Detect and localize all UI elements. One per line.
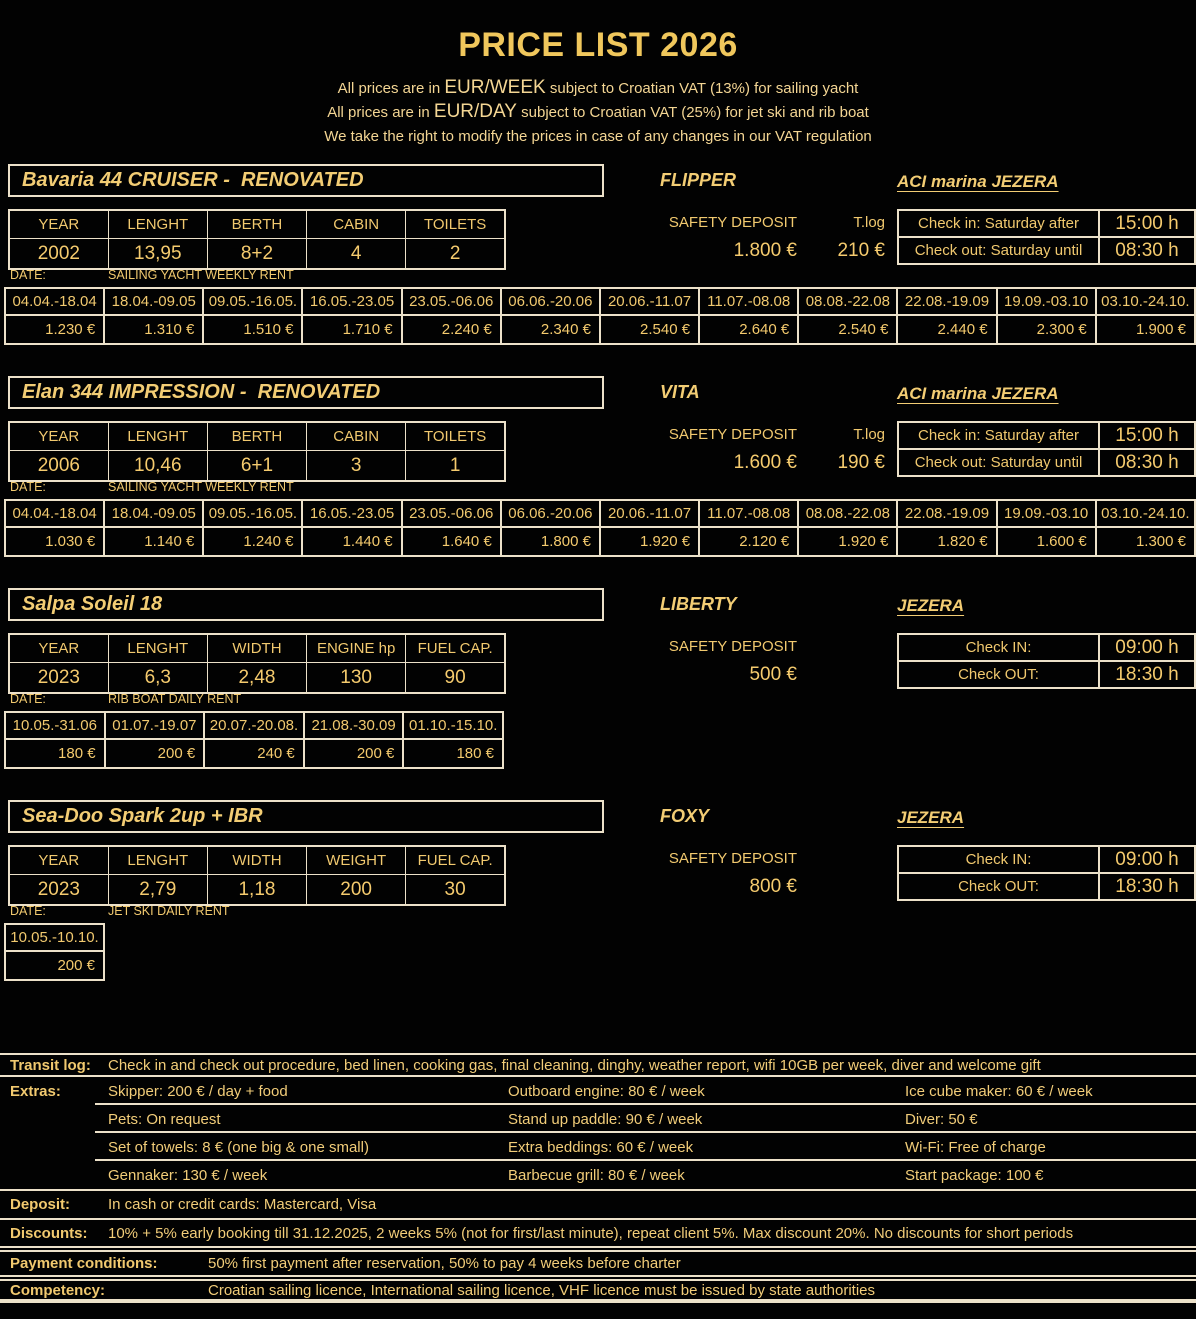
conditions-footer — [0, 1053, 1196, 1303]
spec-value-cell: 6+1 — [207, 451, 306, 482]
spec-value-cell: 2023 — [9, 663, 108, 694]
price-date-cell: 22.08.-19.09 — [897, 500, 996, 527]
price-value-cell: 240 € — [204, 739, 304, 768]
date-label: DATE: — [10, 904, 46, 918]
price-date-cell: 21.08.-30.09 — [304, 712, 404, 739]
price-values-row — [5, 739, 503, 768]
price-value-cell: 2.300 € — [997, 315, 1096, 344]
price-date-cell: 18.04.-09.05 — [104, 288, 203, 315]
price-value-cell: 1.240 € — [203, 527, 302, 556]
price-value-cell: 2.240 € — [402, 315, 501, 344]
transit-log-row — [0, 1053, 1196, 1077]
spec-header-row — [9, 846, 505, 875]
price-value-cell: 1.920 € — [600, 527, 699, 556]
check-in-out-table — [897, 633, 1196, 689]
price-value-cell: 2.120 € — [699, 527, 798, 556]
check-in-label: Check IN: — [898, 846, 1099, 873]
check-out-time: 08:30 h — [1099, 449, 1195, 476]
boat-section-bavaria — [0, 164, 1196, 346]
extras-row-2 — [0, 1105, 1196, 1133]
price-date-cell: 11.07.-08.08 — [699, 288, 798, 315]
price-date-cell: 16.05.-23.05 — [302, 288, 401, 315]
discounts-text: 10% + 5% early booking till 31.12.2025, 2 weeks 5% (not for first/last minute), repeat client 5%. Max discount 20%. No discounts for short periods — [108, 1224, 1074, 1242]
subtitle-week: All prices are in EUR/WEEK subject to Croatian VAT (13%) for sailing yacht — [337, 77, 859, 98]
spec-header-cell: FUEL CAP. — [406, 846, 505, 875]
spec-header-cell: CABIN — [307, 422, 406, 451]
extra-item: Set of towels: 8 € (one big & one small) — [108, 1138, 369, 1156]
price-date-cell: 09.05.-16.05. — [203, 288, 302, 315]
boat-nickname: VITA — [660, 382, 700, 402]
check-in-row — [898, 846, 1195, 873]
check-out-time: 08:30 h — [1099, 237, 1195, 264]
price-value-cell: 1.300 € — [1096, 527, 1195, 556]
extras-row-3 — [0, 1133, 1196, 1161]
transit-log-label: Transit log: — [10, 1056, 91, 1074]
deposit-row — [0, 1189, 1196, 1218]
bottom-divider — [0, 1299, 1196, 1303]
competency-row — [0, 1275, 1196, 1299]
spec-header-cell: ENGINE hp — [307, 634, 406, 663]
competency-text: Croatian sailing licence, International sailing licence, VHF licence must be issued by state authorities — [208, 1281, 876, 1299]
spec-value-cell: 200 — [307, 875, 406, 906]
extras-row-1 — [0, 1077, 1196, 1105]
transit-log-text: Check in and check out procedure, bed linen, cooking gas, final cleaning, dinghy, weather report, wifi 10GB per week, diver and welcome gift — [108, 1056, 1041, 1074]
check-out-row — [898, 661, 1195, 688]
subtitle-day: All prices are in EUR/DAY subject to Croatian VAT (25%) for jet ski and rib boat — [327, 101, 869, 122]
tlog-value: 210 € — [837, 240, 885, 261]
check-out-label: Check out: Saturday until — [898, 237, 1099, 264]
check-out-row — [898, 237, 1195, 264]
price-value-cell: 2.440 € — [897, 315, 996, 344]
check-out-time: 18:30 h — [1099, 873, 1195, 900]
spec-value-cell: 1 — [406, 451, 505, 482]
check-out-label: Check OUT: — [898, 661, 1099, 688]
spec-value-cell: 8+2 — [207, 239, 306, 270]
price-dates-row — [5, 924, 104, 951]
price-date-cell: 18.04.-09.05 — [104, 500, 203, 527]
price-value-cell: 1.600 € — [997, 527, 1096, 556]
check-in-out-table — [897, 209, 1196, 265]
extra-item: Barbecue grill: 80 € / week — [508, 1166, 685, 1184]
safety-deposit-label: SAFETY DEPOSIT — [668, 426, 797, 443]
safety-deposit-label: SAFETY DEPOSIT — [668, 214, 797, 231]
price-date-cell: 19.09.-03.10 — [997, 500, 1096, 527]
check-in-time: 09:00 h — [1099, 846, 1195, 873]
check-out-label: Check out: Saturday until — [898, 449, 1099, 476]
spec-header-cell: WIDTH — [207, 846, 306, 875]
discounts-label: Discounts: — [10, 1224, 88, 1242]
price-date-cell: 19.09.-03.10 — [997, 288, 1096, 315]
price-date-cell: 03.10.-24.10. — [1096, 288, 1195, 315]
payment-conditions-label: Payment conditions: — [10, 1255, 158, 1272]
check-out-time: 18:30 h — [1099, 661, 1195, 688]
extra-item: Ice cube maker: 60 € / week — [905, 1082, 1093, 1100]
page-title: PRICE LIST 2026 — [458, 26, 738, 64]
discounts-row — [0, 1218, 1196, 1246]
extra-item: Gennaker: 130 € / week — [108, 1166, 268, 1184]
spec-table — [8, 633, 506, 694]
check-in-time: 15:00 h — [1099, 422, 1195, 449]
price-date-cell: 04.04.-18.04 — [5, 500, 104, 527]
spec-value-cell: 3 — [307, 451, 406, 482]
price-date-cell: 04.04.-18.04 — [5, 288, 104, 315]
price-date-cell: 20.06.-11.07 — [600, 500, 699, 527]
check-in-row — [898, 210, 1195, 237]
spec-value-cell: 4 — [307, 239, 406, 270]
payment-conditions-row — [0, 1246, 1196, 1275]
boat-title-box — [8, 164, 604, 197]
extra-item: Pets: On request — [108, 1110, 221, 1128]
safety-deposit-value: 1.600 € — [733, 452, 797, 473]
price-date-cell: 01.10.-15.10. — [403, 712, 503, 739]
boat-nickname: FOXY — [660, 806, 710, 826]
check-out-row — [898, 449, 1195, 476]
spec-value-cell: 130 — [307, 663, 406, 694]
extra-item: Diver: 50 € — [905, 1110, 978, 1128]
spec-header-cell: LENGHT — [108, 634, 207, 663]
price-dates-row — [5, 500, 1195, 527]
spec-value-row — [9, 239, 505, 270]
price-date-cell: 10.05.-31.06 — [5, 712, 105, 739]
spec-header-cell: LENGHT — [108, 210, 207, 239]
spec-header-cell: YEAR — [9, 846, 108, 875]
price-date-cell: 20.06.-11.07 — [600, 288, 699, 315]
safety-deposit-value: 500 € — [749, 664, 797, 685]
extras-row-4 — [0, 1161, 1196, 1189]
price-value-cell: 1.640 € — [402, 527, 501, 556]
spec-value-cell: 2 — [406, 239, 505, 270]
spec-header-row — [9, 210, 505, 239]
price-value-cell: 200 € — [304, 739, 404, 768]
deposit-label: Deposit: — [10, 1196, 70, 1213]
date-label: DATE: — [10, 480, 46, 494]
price-value-cell: 1.230 € — [5, 315, 104, 344]
spec-header-cell: BERTH — [207, 422, 306, 451]
spec-header-cell: YEAR — [9, 422, 108, 451]
price-value-cell: 1.440 € — [302, 527, 401, 556]
spec-value-cell: 2002 — [9, 239, 108, 270]
boat-title: Elan 344 IMPRESSION - RENOVATED — [22, 381, 381, 403]
extra-item: Wi-Fi: Free of charge — [905, 1138, 1046, 1156]
safety-deposit-value: 1.800 € — [733, 240, 797, 261]
spec-value-cell: 1,18 — [207, 875, 306, 906]
spec-value-cell: 2023 — [9, 875, 108, 906]
spec-header-cell: FUEL CAP. — [406, 634, 505, 663]
spec-value-row — [9, 663, 505, 694]
rent-type-label: JET SKI DAILY RENT — [108, 904, 230, 918]
check-in-row — [898, 422, 1195, 449]
check-in-out-table — [897, 845, 1196, 901]
check-in-time: 15:00 h — [1099, 210, 1195, 237]
spec-value-cell: 2,79 — [108, 875, 207, 906]
spec-header-cell: TOILETS — [406, 422, 505, 451]
boat-title: Salpa Soleil 18 — [22, 593, 163, 615]
extra-item: Start package: 100 € — [905, 1166, 1044, 1184]
price-value-cell: 180 € — [403, 739, 503, 768]
price-values-row — [5, 527, 1195, 556]
marina-name: JEZERA — [897, 808, 965, 827]
spec-value-row — [9, 451, 505, 482]
rent-type-label: SAILING YACHT WEEKLY RENT — [108, 480, 294, 494]
price-value-cell: 1.710 € — [302, 315, 401, 344]
boat-title-box — [8, 800, 604, 833]
tlog-label: T.log — [853, 214, 885, 231]
price-value-cell: 180 € — [5, 739, 105, 768]
extra-item: Outboard engine: 80 € / week — [508, 1082, 705, 1100]
price-value-cell: 1.800 € — [501, 527, 600, 556]
price-value-cell: 1.310 € — [104, 315, 203, 344]
price-table — [4, 711, 504, 769]
price-date-cell: 09.05.-16.05. — [203, 500, 302, 527]
spec-table — [8, 209, 506, 270]
boat-title-box — [8, 376, 604, 409]
price-date-cell: 16.05.-23.05 — [302, 500, 401, 527]
boat-nickname: LIBERTY — [660, 594, 737, 614]
spec-header-cell: LENGHT — [108, 846, 207, 875]
marina-name: JEZERA — [897, 596, 965, 615]
rent-type-label: RIB BOAT DAILY RENT — [108, 692, 242, 706]
check-in-time: 09:00 h — [1099, 634, 1195, 661]
spec-header-row — [9, 422, 505, 451]
check-in-row — [898, 634, 1195, 661]
price-date-cell: 08.08.-22.08 — [798, 288, 897, 315]
marina-name: ACI marina JEZERA — [897, 172, 1059, 191]
price-value-cell: 2.540 € — [798, 315, 897, 344]
boat-section-salpa — [0, 588, 1196, 770]
price-date-cell: 06.06.-20.06 — [501, 288, 600, 315]
price-date-cell: 06.06.-20.06 — [501, 500, 600, 527]
check-in-label: Check in: Saturday after — [898, 422, 1099, 449]
price-value-cell: 2.340 € — [501, 315, 600, 344]
price-date-cell: 20.07.-20.08. — [204, 712, 304, 739]
rent-type-label: SAILING YACHT WEEKLY RENT — [108, 268, 294, 282]
spec-value-cell: 13,95 — [108, 239, 207, 270]
boat-section-seadoo — [0, 800, 1196, 982]
check-in-label: Check IN: — [898, 634, 1099, 661]
price-date-cell: 11.07.-08.08 — [699, 500, 798, 527]
price-value-cell: 2.540 € — [600, 315, 699, 344]
spec-value-cell: 10,46 — [108, 451, 207, 482]
spec-table — [8, 845, 506, 906]
safety-deposit-label: SAFETY DEPOSIT — [668, 638, 797, 655]
boat-section-elan — [0, 376, 1196, 558]
price-value-cell: 1.900 € — [1096, 315, 1195, 344]
tlog-value: 190 € — [837, 452, 885, 473]
spec-value-cell: 6,3 — [108, 663, 207, 694]
price-table — [4, 499, 1196, 557]
extra-item: Stand up paddle: 90 € / week — [508, 1110, 703, 1128]
price-value-cell: 1.030 € — [5, 527, 104, 556]
price-dates-row — [5, 712, 503, 739]
spec-header-cell: BERTH — [207, 210, 306, 239]
spec-header-row — [9, 634, 505, 663]
check-in-out-table — [897, 421, 1196, 477]
price-value-cell: 1.820 € — [897, 527, 996, 556]
price-date-cell: 03.10.-24.10. — [1096, 500, 1195, 527]
safety-deposit-value: 800 € — [749, 876, 797, 897]
tlog-label: T.log — [853, 426, 885, 443]
spec-header-cell: TOILETS — [406, 210, 505, 239]
deposit-text: In cash or credit cards: Mastercard, Visa — [108, 1196, 377, 1213]
extra-item: Skipper: 200 € / day + food — [108, 1082, 288, 1100]
spec-header-cell: LENGHT — [108, 422, 207, 451]
competency-label: Competency: — [10, 1281, 106, 1299]
boat-title-box — [8, 588, 604, 621]
spec-header-cell: WEIGHT — [307, 846, 406, 875]
spec-value-row — [9, 875, 505, 906]
price-date-cell: 22.08.-19.09 — [897, 288, 996, 315]
price-date-cell: 08.08.-22.08 — [798, 500, 897, 527]
subtitle-vat-note: We take the right to modify the prices in case of any changes in our VAT regulation — [324, 128, 872, 145]
price-date-cell: 01.07.-19.07 — [105, 712, 205, 739]
price-date-cell: 23.05.-06.06 — [402, 288, 501, 315]
spec-header-cell: WIDTH — [207, 634, 306, 663]
extras-label: Extras: — [10, 1082, 61, 1100]
price-value-cell: 1.140 € — [104, 527, 203, 556]
spec-header-cell: CABIN — [307, 210, 406, 239]
price-value-cell: 1.510 € — [203, 315, 302, 344]
price-value-cell: 2.640 € — [699, 315, 798, 344]
price-values-row — [5, 315, 1195, 344]
check-out-label: Check OUT: — [898, 873, 1099, 900]
price-table — [4, 923, 105, 981]
date-label: DATE: — [10, 268, 46, 282]
safety-deposit-label: SAFETY DEPOSIT — [668, 850, 797, 867]
boat-title: Sea-Doo Spark 2up + IBR — [22, 805, 263, 827]
payment-conditions-text: 50% first payment after reservation, 50% to pay 4 weeks before charter — [208, 1255, 681, 1272]
spec-header-cell: YEAR — [9, 634, 108, 663]
spec-value-cell: 90 — [406, 663, 505, 694]
price-dates-row — [5, 288, 1195, 315]
check-in-label: Check in: Saturday after — [898, 210, 1099, 237]
spec-table — [8, 421, 506, 482]
spec-value-cell: 2,48 — [207, 663, 306, 694]
spec-value-cell: 30 — [406, 875, 505, 906]
check-out-row — [898, 873, 1195, 900]
price-value-cell: 1.920 € — [798, 527, 897, 556]
spec-value-cell: 2006 — [9, 451, 108, 482]
spec-header-cell: YEAR — [9, 210, 108, 239]
date-label: DATE: — [10, 692, 46, 706]
price-values-row — [5, 951, 104, 980]
extra-item: Extra beddings: 60 € / week — [508, 1138, 694, 1156]
price-table — [4, 287, 1196, 345]
boat-nickname: FLIPPER — [660, 170, 737, 190]
price-value-cell: 200 € — [105, 739, 205, 768]
price-date-cell: 10.05.-10.10. — [5, 924, 104, 951]
price-value-cell: 200 € — [5, 951, 104, 980]
price-date-cell: 23.05.-06.06 — [402, 500, 501, 527]
boat-title: Bavaria 44 CRUISER - RENOVATED — [22, 169, 364, 191]
marina-name: ACI marina JEZERA — [897, 384, 1059, 403]
